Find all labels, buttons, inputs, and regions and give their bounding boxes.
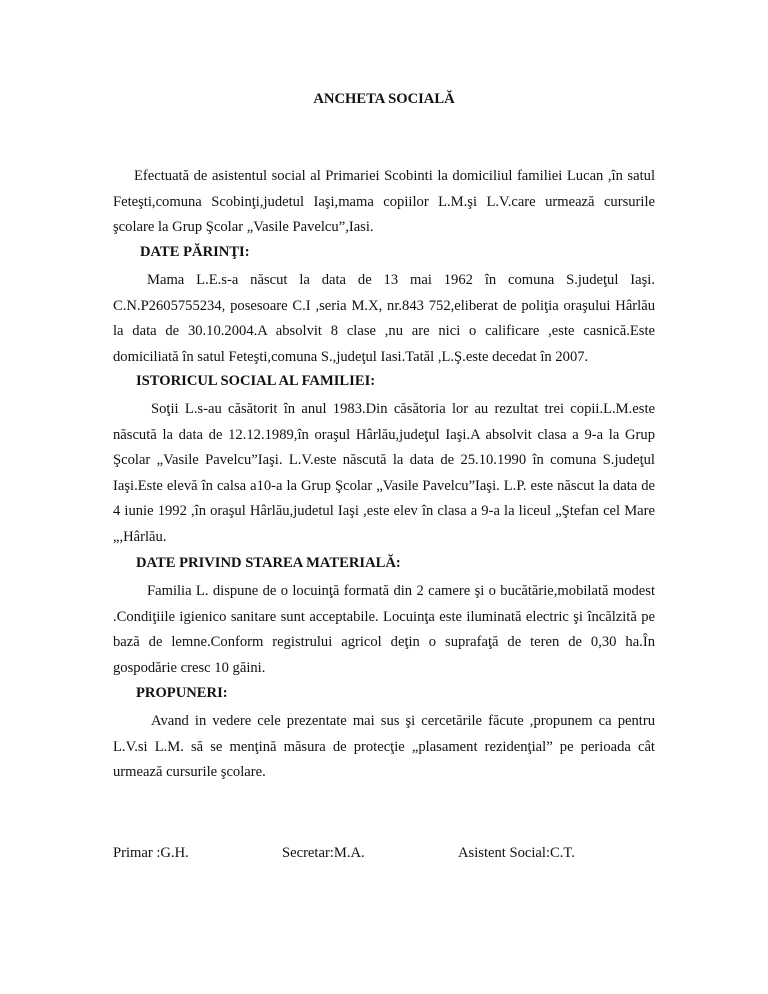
section-text-parents: Mama L.E.s-a născut la data de 13 mai 1962 în comuna S.judeţul Iaşi. C.N.P2605755234, posesoare C.I ,seria M.X, nr.843 752,eliberat de poliţia oraşului Hârlău la data de 30.10.2004.A absolvit 8 clase ,nu are nici o calificare ,este casnică.Este domiciliată în satul Feteşti,comuna S.,judeţul Iasi.Tatăl ,L.Ş.este decedat în 2007. (113, 272, 655, 365)
document-title: ANCHETA SOCIALĂ (313, 91, 455, 107)
signature-mayor: Primar :G.H. (113, 845, 189, 861)
section-text-proposals: Avand in vedere cele prezentate mai sus şi cercetările făcute ,propunem ca pentru L.V.si L.M. să se menţină măsura de protecţie „plasament rezidenţial” pe perioada cât urmează cursurile şcolare. (113, 713, 655, 780)
signature-secretary: Secretar:M.A. (282, 845, 365, 861)
section-text-material-status: Familia L. dispune de o locuinţă formată din 2 camere şi o bucătărie,mobilată modest .Condiţiile igienico sanitare sunt acceptabile. Locuinţa este iluminată electric şi încălzită pe bază de lemne.Conform registrului agricol deţin o suprafaţă de teren de 0,30 ha.În gospodărie cresc 10 găini. (113, 583, 655, 676)
section-heading-parents: DATE PĂRINŢI: (140, 244, 250, 260)
section-text-family-history: Soţii L.s-au căsătorit în anul 1983.Din căsătoria lor au rezultat trei copii.L.M.este născută la data de 12.12.1989,în oraşul Hârlău,judeţul Iaşi.A absolvit clasa a 9-a la Grup Şcolar „Vasile Pavelcu”Iaşi. L.V.este născută la data de 25.10.1990 în comuna S.judeţul Iaşi.Este elevă în calsa a10-a la Grup Şcolar „Vasile Pavelcu”Iaşi. L.P. este născut la data de 4 iunie 1992 ,în oraşul Hârlău,judetul Iaşi ,este elev în clasa a 9-a la liceul „Ştefan cel Mare „,Hârlău. (113, 401, 655, 545)
signature-social-worker: Asistent Social:C.T. (458, 845, 575, 861)
section-heading-family-history: ISTORICUL SOCIAL AL FAMILIEI: (136, 373, 376, 389)
intro-paragraph: Efectuată de asistentul social al Primariei Scobinti la domiciliul familiei Lucan ,în satul Feteşti,comuna Scobinţi,judetul Iaşi,mama copiilor L.M.şi L.V.care urmează cursurile şcolare la Grup Şcolar „Vasile Pavelcu”,Iasi. (113, 168, 655, 235)
section-heading-material-status: DATE PRIVIND STAREA MATERIALĂ: (136, 555, 401, 571)
section-heading-proposals: PROPUNERI: (136, 685, 228, 701)
